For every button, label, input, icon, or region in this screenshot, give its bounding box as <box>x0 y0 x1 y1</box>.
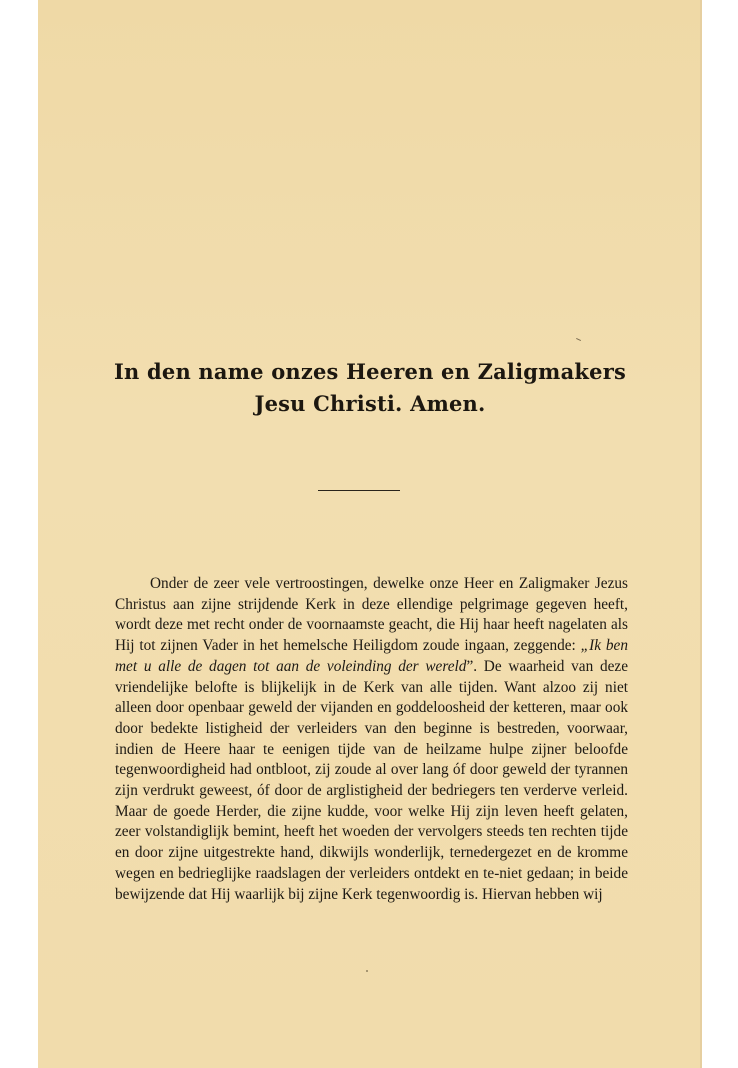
scripture-quote: „Ik ben met u alle de dagen tot aan de voleinding der wereld <box>115 637 628 675</box>
book-page <box>38 0 702 1068</box>
page-heading <box>38 356 702 420</box>
heading-line-2: Jesu Christi. Amen. <box>254 391 486 416</box>
heading-line-1: In den name onzes Heeren en Zaligmakers <box>114 359 626 384</box>
page-edge <box>700 0 702 1068</box>
paragraph <box>115 574 628 905</box>
paper-speck <box>366 970 368 972</box>
paragraph-text-1: Onder de zeer vele vertroostingen, dewelke onze Heer en Zaligmaker Jezus Christus aan zijne strijdende Kerk in deze ellendige pelgrimage gegeven heeft, wordt deze met recht onder de voornaamste geacht, die Hij haar heeft nagelaten als Hij tot zijnen Vader in het hemelsche Heiligdom zoude ingaan, zeggende: <box>115 575 628 655</box>
body-paragraph <box>115 574 628 905</box>
separator-rule <box>318 490 400 491</box>
paper-mark <box>576 338 581 341</box>
paragraph-text-2: ”. De waarheid van deze vriendelijke belofte is blijkelijk in de Kerk van alle tijden. Want alzoo zij niet alleen door openbaar geweld der vijanden en goddeloosheid der ketteren, maar ook door bedekte listigheid der verleiders van den beginne is bestreden, voorwaar, indien de Heere haar te eenigen tijde van de heilzame hulpe zijner beloofde tegenwoordigheid had ontbloot, zij zoude al over lang óf door geweld der tyrannen zijn verdrukt geweest, óf door de arglistigheid der bedriegers ten verderve verleid. Maar de goede Herder, die zijne kudde, voor welke Hij zijn leven heeft gelaten, zeer volstandiglijk bemint, heeft het woeden der vervolgers steeds ten rechten tijde en door zijne uitgestrekte hand, dikwijls wonderlijk, ternedergezet en de kromme wegen en bedrieglijke raadslagen der verleiders ontdekt en te-niet gedaan; in beide bewijzende dat Hij waarlijk bij zijne Kerk tegenwoordig is. Hiervan hebben wij <box>115 657 628 903</box>
